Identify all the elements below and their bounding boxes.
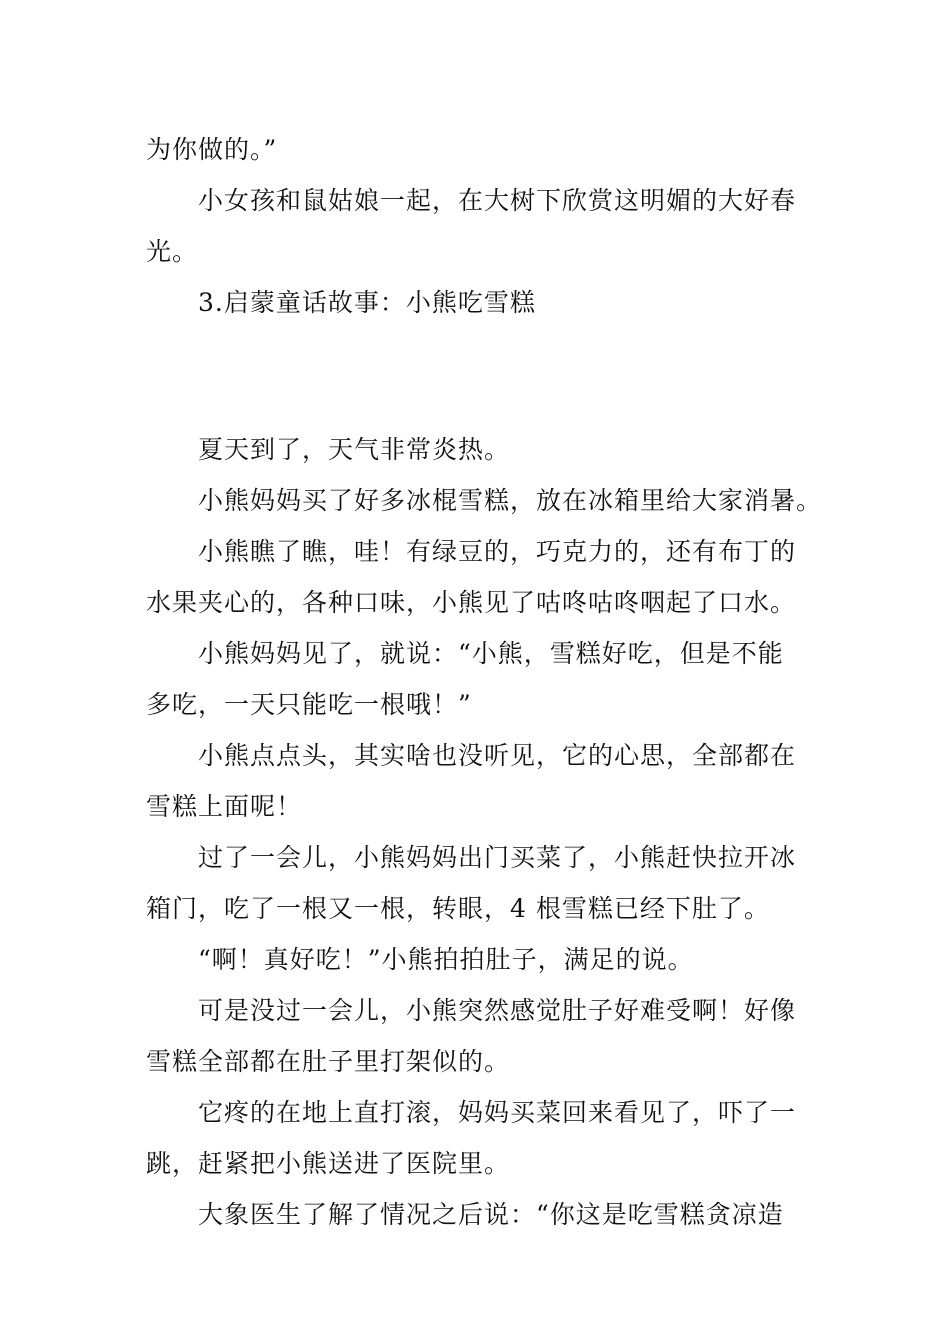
text-line: 雪糕上面呢！ <box>146 792 303 821</box>
paragraph-start-line: 小熊妈妈买了好多冰棍雪糕，放在冰箱里给大家消暑。 <box>198 486 823 515</box>
paragraph-start-line: “啊！真好吃！”小熊拍拍肚子，满足的说。 <box>198 945 694 974</box>
paragraph-start-line: 大象医生了解了情况之后说：“你这是吃雪糕贪凉造 <box>198 1200 784 1229</box>
paragraph-start-line: 小女孩和鼠姑娘一起，在大树下欣赏这明媚的大好春 <box>198 186 797 215</box>
text-line: 箱门，吃了一根又一根，转眼，4 根雪糕已经下肚了。 <box>146 894 770 923</box>
text-line: 为你做的。” <box>146 135 278 164</box>
paragraph-start-line: 小熊点点头，其实啥也没听见，它的心思，全部都在 <box>198 741 797 770</box>
text-line: 水果夹心的，各种口味，小熊见了咕咚咕咚咽起了口水。 <box>146 588 797 617</box>
story-body <box>146 424 823 1240</box>
paragraph-start-line: 过了一会儿，小熊妈妈出门买菜了，小熊赶快拉开冰 <box>198 843 797 872</box>
text-line: 光。 <box>146 237 199 266</box>
paragraph-start-line: 小熊妈妈见了，就说：“小熊，雪糕好吃，但是不能 <box>198 639 784 668</box>
paragraph-start-line: 它疼的在地上直打滚，妈妈买菜回来看见了，吓了一 <box>198 1098 797 1127</box>
text-line: 雪糕全部都在肚子里打架似的。 <box>146 1047 511 1076</box>
paragraph-start-line: 可是没过一会儿，小熊突然感觉肚子好难受啊！好像 <box>198 996 797 1025</box>
text-line: 跳，赶紧把小熊送进了医院里。 <box>146 1149 511 1178</box>
paragraph-start-line: 小熊瞧了瞧，哇！有绿豆的，巧克力的，还有布丁的 <box>198 537 797 566</box>
section-heading: 3.启蒙童话故事：小熊吃雪糕 <box>198 288 536 317</box>
text-line: 多吃，一天只能吃一根哦！” <box>146 690 472 719</box>
story-continuation <box>146 124 808 328</box>
paragraph-start-line: 夏天到了，天气非常炎热。 <box>198 435 511 464</box>
